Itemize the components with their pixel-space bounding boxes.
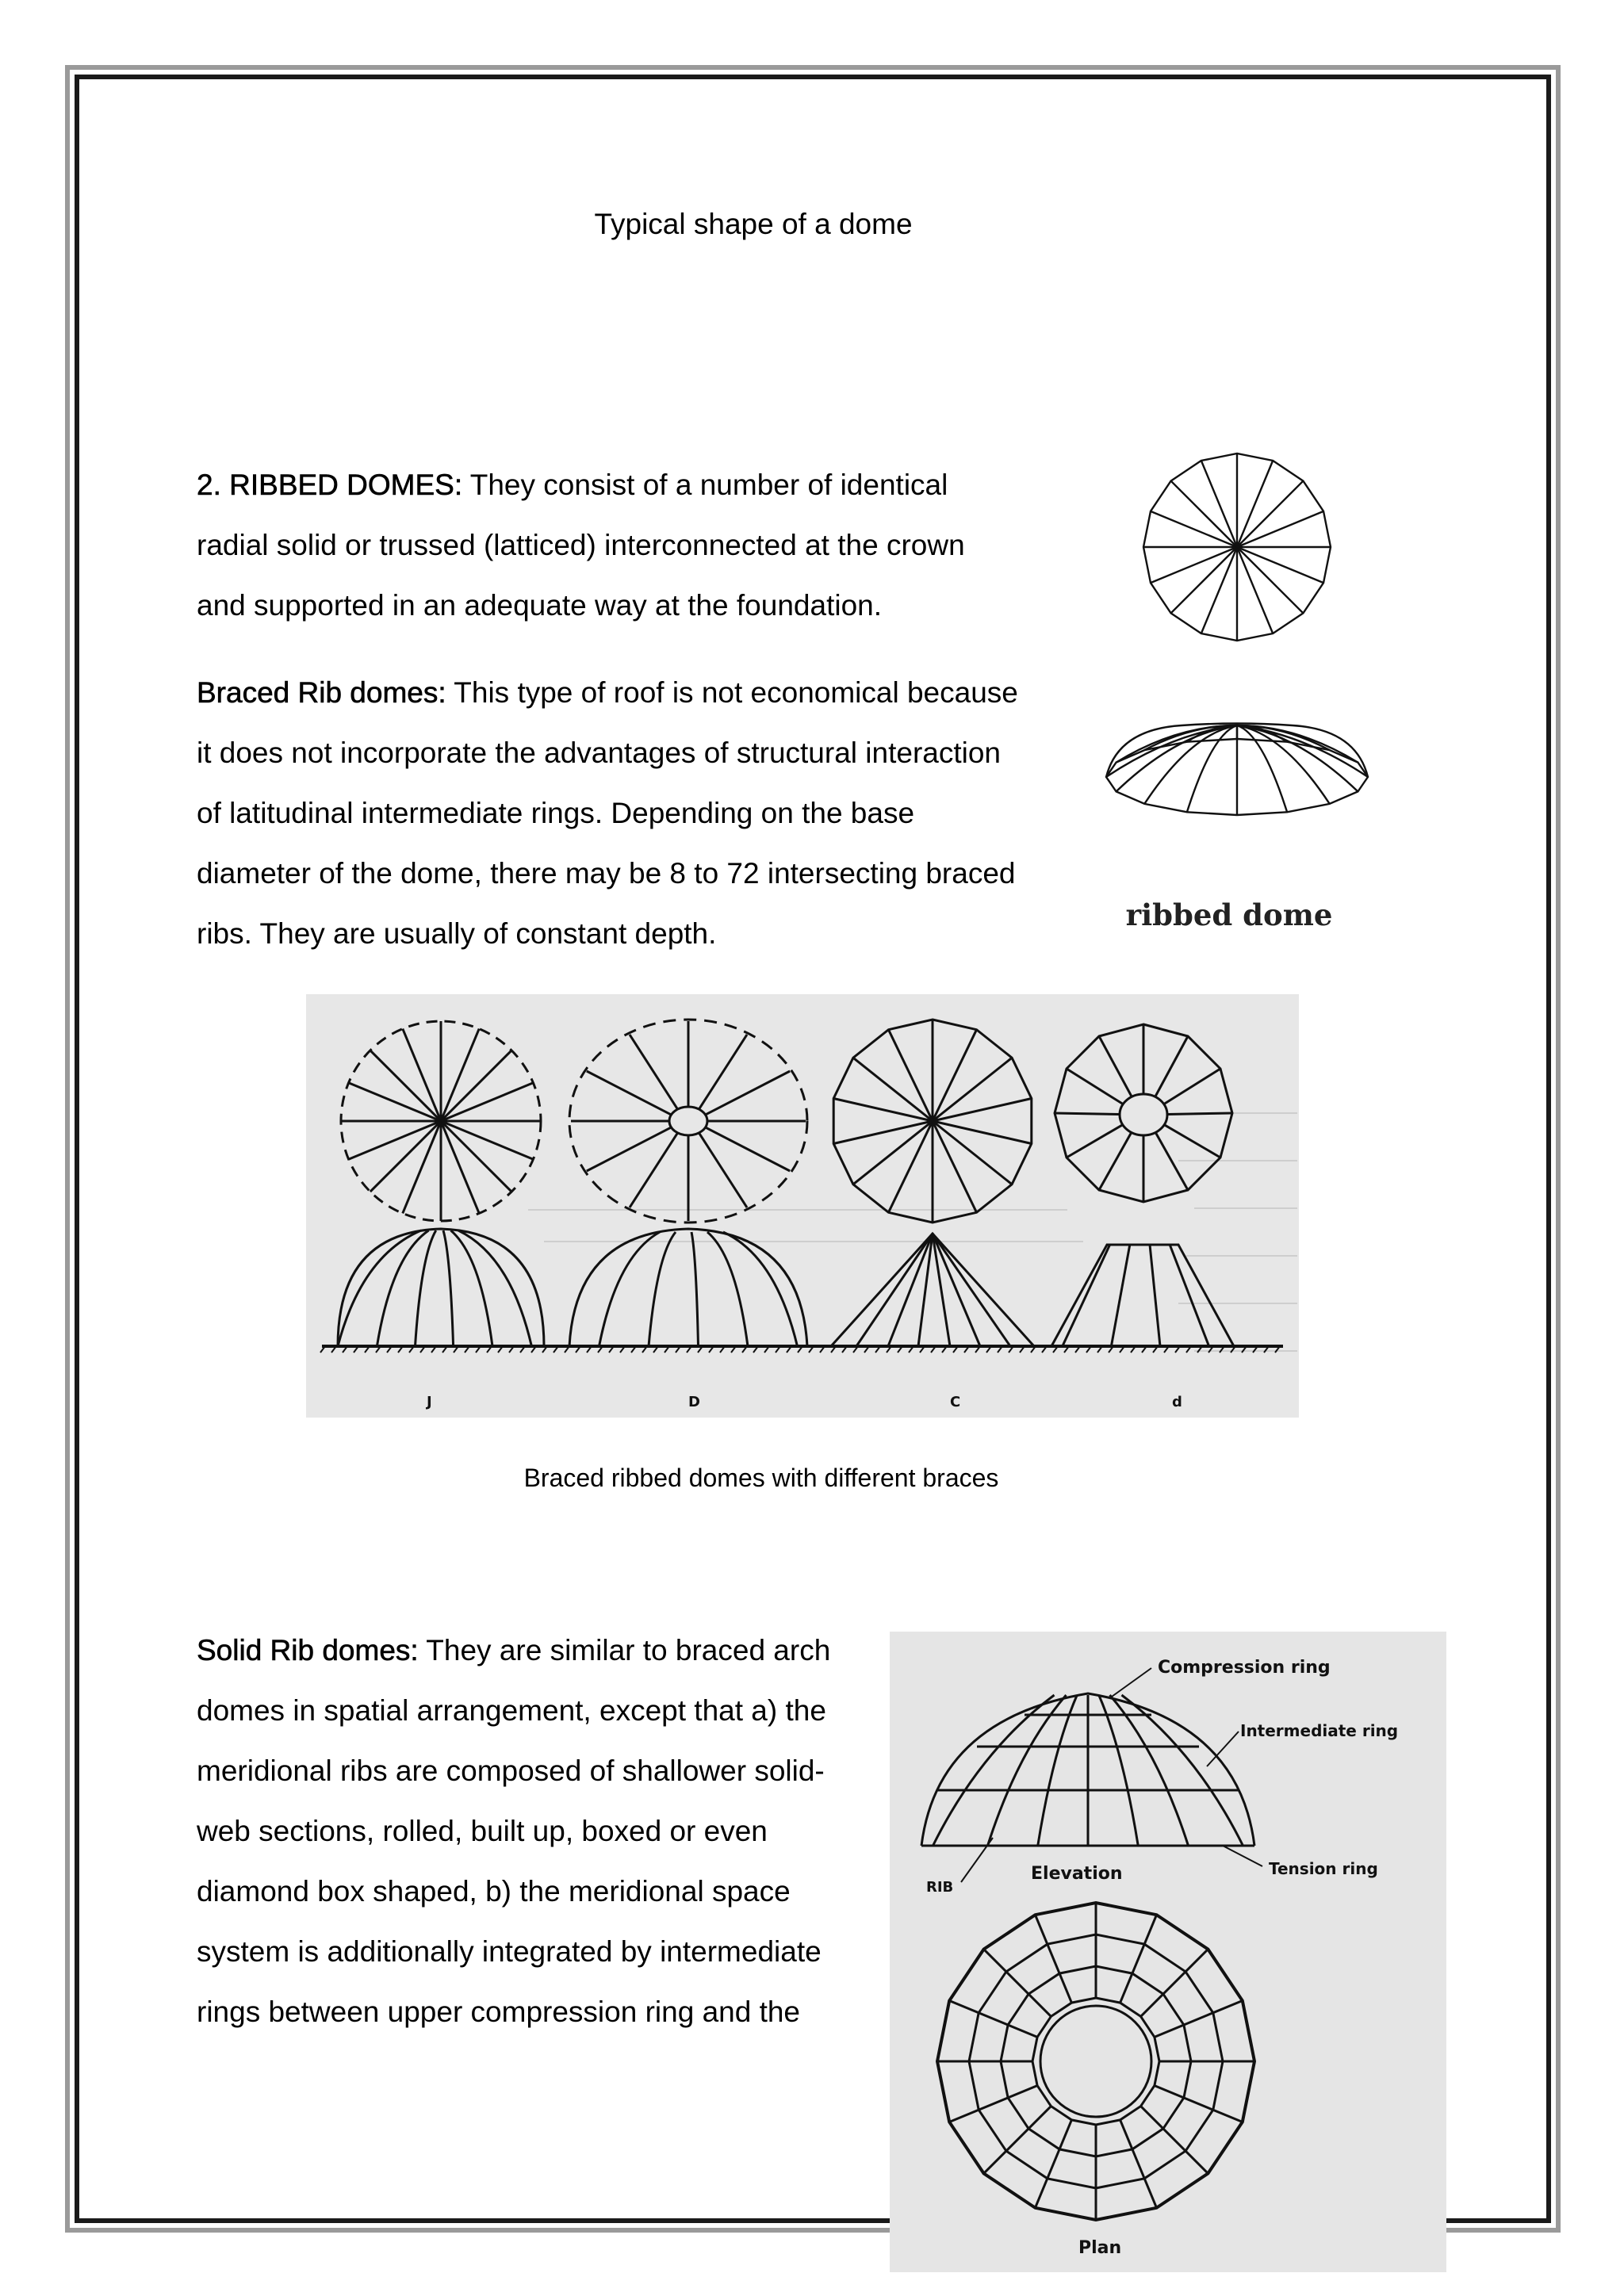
plan-a-rib <box>441 1121 511 1192</box>
solid-rib-heading: Solid Rib domes: <box>197 1634 419 1667</box>
elevation-c-profile <box>831 1234 1034 1346</box>
elevation-c-rib <box>933 1234 1010 1346</box>
solid-plan-ring <box>1032 1998 1159 2125</box>
plan-b-crown-ring <box>669 1107 707 1135</box>
elevation-label: Elevation <box>1031 1864 1123 1884</box>
rib-label: RIB <box>926 1879 954 1896</box>
compression-ring-leader <box>1112 1668 1151 1697</box>
ribbed-dome-caption: ribbed dome <box>1125 897 1333 932</box>
elevation-c-rib <box>933 1234 980 1346</box>
plan-d-crown-ring <box>1120 1094 1167 1135</box>
plan-d-rib <box>1164 1069 1220 1104</box>
plan-d-rib <box>1167 1113 1232 1115</box>
solid-elevation-rib <box>1099 1695 1139 1846</box>
plan-d-rib <box>1155 1036 1188 1096</box>
solid-elevation-rib <box>1038 1695 1078 1846</box>
solid-plan-rib <box>949 2086 1037 2122</box>
solid-rib-paragraph <box>197 1621 863 2042</box>
plan-d-rib <box>1067 1069 1123 1104</box>
plan-d-rib <box>1099 1132 1132 1190</box>
ribbed-dome-plan-rib <box>1171 547 1237 613</box>
solid-plan-rib <box>1155 2086 1243 2122</box>
solid-plan-rib <box>984 1950 1051 2017</box>
rib-leader <box>961 1838 993 1882</box>
ribbed-dome-plan-rib <box>1237 481 1303 547</box>
plan-d-rib <box>1164 1125 1220 1158</box>
plan-a-rib <box>370 1121 441 1192</box>
solid-plan-rib <box>1155 2000 1243 2037</box>
plan-d-rib <box>1055 1113 1120 1115</box>
elevation-a-rib <box>451 1230 493 1346</box>
braced-domes-drawing <box>306 994 1299 1418</box>
plan-a-rib <box>441 1050 511 1121</box>
panel-label-b: D <box>688 1394 700 1410</box>
ribbed-domes-heading: 2. RIBBED DOMES: <box>197 469 463 501</box>
elevation-a-profile <box>338 1229 544 1346</box>
elevation-d-rib <box>1150 1245 1160 1346</box>
solid-plan-rib <box>1035 1915 1071 2003</box>
elevation-b-rib <box>649 1232 676 1346</box>
braced-domes-caption: Braced ribbed domes with different braces <box>523 1464 999 1492</box>
solid-plan-rib <box>1141 1950 1208 2017</box>
plan-d-rib <box>1099 1036 1132 1096</box>
solid-plan-rib <box>1141 2107 1208 2174</box>
plan-a-rib <box>370 1050 441 1121</box>
ribbed-dome-plan-rib <box>1171 481 1237 547</box>
elevation-b-rib <box>691 1232 699 1346</box>
intermediate-ring-label: Intermediate ring <box>1240 1721 1399 1740</box>
ribbed-domes-text: They consist of a number of identical radial solid or trussed (latticed) interconnected at the crown and supported in an adequate way at the foundation. <box>197 469 965 622</box>
solid-elevation-rib <box>1122 1695 1243 1846</box>
solid-plan-rib <box>1120 2120 1157 2208</box>
braced-ribbed-domes-figure <box>306 994 1299 1418</box>
elevation-a-rib <box>416 1230 436 1346</box>
ribbed-domes-paragraph <box>197 455 1021 636</box>
ribbed-dome-plan-rib <box>1237 547 1303 613</box>
solid-plan-rib <box>1035 2120 1071 2208</box>
elevation-b-rib <box>707 1232 748 1346</box>
plan-d-rib <box>1067 1125 1123 1158</box>
tension-ring-label: Tension ring <box>1269 1859 1378 1878</box>
solid-rib-dome-drawing <box>890 1632 1446 2272</box>
elevation-a-rib <box>458 1230 531 1346</box>
solid-plan-crown-ring <box>1040 2006 1151 2117</box>
elevation-a-rib <box>443 1230 454 1346</box>
tension-ring-leader <box>1223 1846 1262 1866</box>
elevation-d-rib <box>1063 1245 1110 1346</box>
braced-rib-heading: Braced Rib domes: <box>197 676 446 709</box>
plan-c-rib <box>933 1030 977 1121</box>
panel-label-c: C <box>950 1394 961 1410</box>
elevation-d-rib <box>1111 1245 1129 1346</box>
braced-rib-paragraph <box>197 663 1021 964</box>
solid-rib-dome-figure <box>890 1632 1446 2272</box>
dome-shape-caption: Typical shape of a dome <box>594 208 913 240</box>
plan-c-rib <box>888 1030 933 1121</box>
solid-rib-text: They are similar to braced arch domes in spatial arrangement, except that a) the meridional ribs are composed of shallower solid-web sections, rolled, built up, boxed or even diamond box shaped, b) the meridional space system is additionally integrated by intermediate rings between upper compression ring and the <box>197 1634 831 2028</box>
ribbed-dome-figure <box>1086 452 1388 943</box>
elevation-d-rib <box>1170 1245 1208 1346</box>
braced-rib-text: This type of roof is not economical because it does not incorporate the advantages of structural interaction of latitudinal intermediate rings. Depending on the base diameter of the dome, there may be 8 to 72 intersecting braced ribs. They are usually of constant depth. <box>197 676 1018 950</box>
panel-label-d: d <box>1172 1394 1182 1410</box>
plan-c-rib <box>888 1121 933 1212</box>
compression-ring-label: Compression ring <box>1158 1658 1331 1678</box>
plan-label: Plan <box>1078 2238 1122 2258</box>
ribbed-dome-elevation-rib <box>1237 725 1330 804</box>
ribbed-dome-drawing <box>1086 452 1388 896</box>
elevation-d-profile <box>1051 1245 1234 1346</box>
intermediate-ring-leader <box>1207 1732 1239 1766</box>
ribbed-dome-elevation-rib <box>1144 725 1237 804</box>
solid-plan-rib <box>1120 1915 1157 2003</box>
elevation-b-profile <box>569 1229 807 1346</box>
panel-label-a: J <box>427 1394 432 1410</box>
solid-plan-rib <box>984 2107 1051 2174</box>
solid-elevation-rib <box>933 1695 1055 1846</box>
plan-c-rib <box>933 1121 977 1212</box>
solid-plan-rib <box>949 2000 1037 2037</box>
